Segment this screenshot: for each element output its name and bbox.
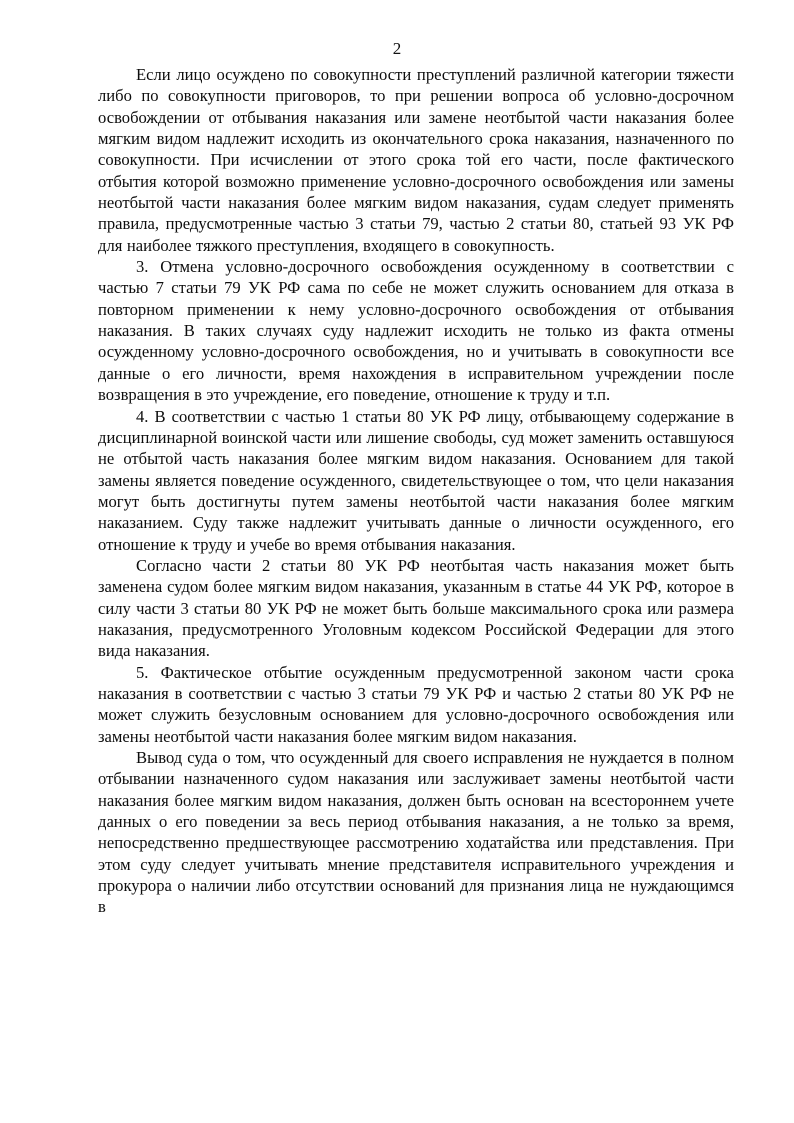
paragraph-5: 5. Фактическое отбытие осужденным предусмотренной законом части срока наказания в соответствии с частью 3 статьи 79 УК РФ и частью 2 статьи 80 УК РФ не может служить безусловным основанием для условно-досрочного освобождения или замены неотбытой части наказания более мягким видом наказания. (98, 662, 734, 746)
paragraph-vyvod-suda: Вывод суда о том, что осужденный для своего исправления не нуждается в полном отбывании назначенного судом наказания или заслуживает замены неотбытой части наказания более мягким видом наказания, должен быть основан на всестороннем учете данных о его поведении за весь период отбывания наказания, а не только за время, непосредственно предшествующее рассмотрению ходатайства или представления. При этом суду следует учитывать мнение представителя исправительного учреждения и прокурора о наличии либо отсутствии оснований для признания лица не нуждающимся в (98, 748, 734, 917)
paragraph-3: 3. Отмена условно-досрочного освобождения осужденному в соответствии с частью 7 статьи 79 УК РФ сама по себе не может служить основанием для отказа в повторном применении к нему условно-досрочного освобождения от отбывания наказания. В таких случаях суду надлежит исходить не только из факта отмены осужденному условно-досрочного освобождения, но и учитывать в совокупности все данные о его личности, время нахождения в исправительном учреждении после возвращения в это учреждение, его поведение, отношение к труду и т.п. (98, 257, 734, 405)
page-number: 2 (392, 39, 402, 58)
paragraph-4: 4. В соответствии с частью 1 статьи 80 УК РФ лицу, отбывающему содержание в дисциплинарной воинской части или лишение свободы, суд может заменить оставшуюся не отбытой часть наказания более мягким видом наказания. Основанием для такой замены является поведение осужденного, свидетельствующее о том, что цели наказания могут быть достигнуты путем замены неотбытой части наказания более мягким наказанием. Суду также надлежит учитывать данные о личности осужденного, его отношение к труду и учебе во время отбывания наказания. (98, 406, 734, 554)
paragraph-continuation: Если лицо осуждено по совокупности преступлений различной категории тяжести либо по совокупности приговоров, то при решении вопроса об условно-досрочном освобождении от отбывания наказания или замене неотбытой части наказания более мягким видом надлежит исходить из окончательного срока наказания, назначенного по совокупности. При исчислении от этого срока той его части, после фактического отбытия которой возможно применение условно-досрочного освобождения или замены неотбытой части наказания более мягким видом наказания, судам следует применять правила, предусмотренные частью 3 статьи 79, частью 2 статьи 80, статьей 93 УК РФ для наиболее тяжкого преступления, входящего в совокупность. (98, 65, 734, 255)
paragraph-soglasno-chasti-2: Согласно части 2 статьи 80 УК РФ неотбытая часть наказания может быть заменена судом более мягким видом наказания, указанным в статье 44 УК РФ, которое в силу части 3 статьи 80 УК РФ не может быть больше максимального срока или размера наказания, предусмотренного Уголовным кодексом Российской Федерации для этого вида наказания. (98, 555, 734, 661)
document-body (98, 64, 734, 918)
